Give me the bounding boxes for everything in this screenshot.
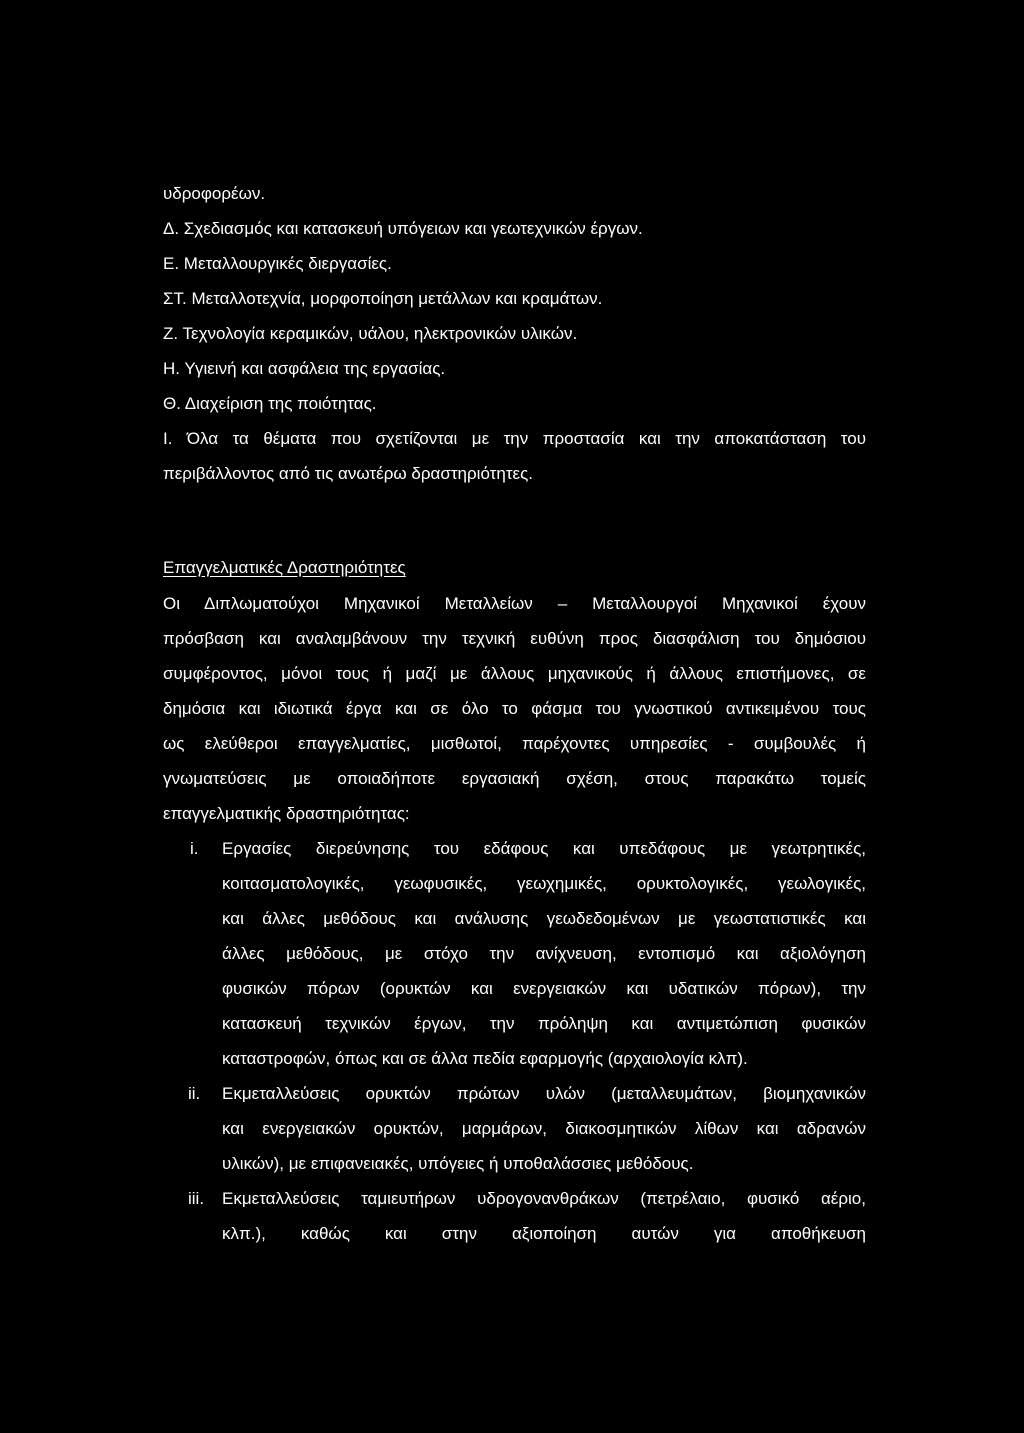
item-line: κατασκευή τεχνικών έργων, την πρόληψη και αντιμετώπιση φυσικών <box>222 1014 866 1033</box>
list-marker: i. <box>190 839 199 858</box>
item-line: κλπ.), καθώς και στην αξιοποίηση αυτών για αποθήκευση <box>222 1224 866 1243</box>
list-item-d: Δ. Σχεδιασμός και κατασκευή υπόγειων και γεωτεχνικών έργων. <box>163 219 643 238</box>
paragraph-line: επαγγελματικής δραστηριότητας: <box>163 804 410 823</box>
list-item-e: Ε. Μεταλλουργικές διεργασίες. <box>163 254 392 273</box>
section-heading: Επαγγελματικές Δραστηριότητες <box>163 558 406 577</box>
list-item-z: Ζ. Τεχνολογία κεραμικών, υάλου, ηλεκτρονικών υλικών. <box>163 324 578 343</box>
list-item-st: ΣΤ. Μεταλλοτεχνία, μορφοποίηση μετάλλων και κραμάτων. <box>163 289 603 308</box>
item-line: υλικών), με επιφανειακές, υπόγειες ή υποθαλάσσιες μεθόδους. <box>222 1154 694 1173</box>
paragraph-line: Οι Διπλωματούχοι Μηχανικοί Μεταλλείων – Μεταλλουργοί Μηχανικοί έχουν <box>163 594 866 613</box>
paragraph-line: δημόσια και ιδιωτικά έργα και σε όλο το φάσμα του γνωστικού αντικειμένου τους <box>163 699 866 718</box>
list-item-h: Η. Υγιεινή και ασφάλεια της εργασίας. <box>163 359 446 378</box>
paragraph-line: ως ελεύθεροι επαγγελματίες, μισθωτοί, παρέχοντες υπηρεσίες - συμβουλές ή <box>163 734 866 753</box>
paragraph-line: γνωματεύσεις με οποιαδήποτε εργασιακή σχέση, στους παρακάτω τομείς <box>163 769 866 788</box>
item-line: και άλλες μεθόδους και ανάλυσης γεωδεδομένων με γεωστατιστικές και <box>222 909 866 928</box>
item-line: Εκμεταλλεύσεις ταμιευτήρων υδρογονανθράκων (πετρέλαιο, φυσικό αέριο, <box>222 1189 866 1208</box>
item-line: Εργασίες διερεύνησης του εδάφους και υπεδάφους με γεωτρητικές, <box>222 839 866 858</box>
item-line: Εκμεταλλεύσεις ορυκτών πρώτων υλών (μεταλλευμάτων, βιομηχανικών <box>222 1084 866 1103</box>
list-line: υδροφορέων. <box>163 184 266 203</box>
item-line: καταστροφών, όπως και σε άλλα πεδία εφαρμογής (αρχαιολογία κλπ). <box>222 1049 748 1068</box>
item-line: κοιτασματολογικές, γεωφυσικές, γεωχημικές, ορυκτολογικές, γεωλογικές, <box>222 874 866 893</box>
item-line: άλλες μεθόδους, με στόχο την ανίχνευση, εντοπισμό και αξιολόγηση <box>222 944 866 963</box>
item-line: και ενεργειακών ορυκτών, μαρμάρων, διακοσμητικών λίθων και αδρανών <box>222 1119 866 1138</box>
item-line: φυσικών πόρων (ορυκτών και ενεργειακών και υδατικών πόρων), την <box>222 979 866 998</box>
list-marker: iii. <box>188 1189 205 1208</box>
paragraph-line: πρόσβαση και αναλαμβάνουν την τεχνική ευθύνη προς διασφάλιση του δημόσιου <box>163 629 866 648</box>
paragraph-line: συμφέροντος, μόνοι τους ή μαζί με άλλους μηχανικούς ή άλλους επιστήμονες, σε <box>163 664 866 683</box>
list-item-i: Ι. Όλα τα θέματα που σχετίζονται με την προστασία και την αποκατάσταση του <box>163 429 866 448</box>
list-item-th: Θ. Διαχείριση της ποιότητας. <box>163 394 377 413</box>
list-line: περιβάλλοντος από τις ανωτέρω δραστηριότητες. <box>163 464 534 483</box>
list-marker: ii. <box>188 1084 201 1103</box>
